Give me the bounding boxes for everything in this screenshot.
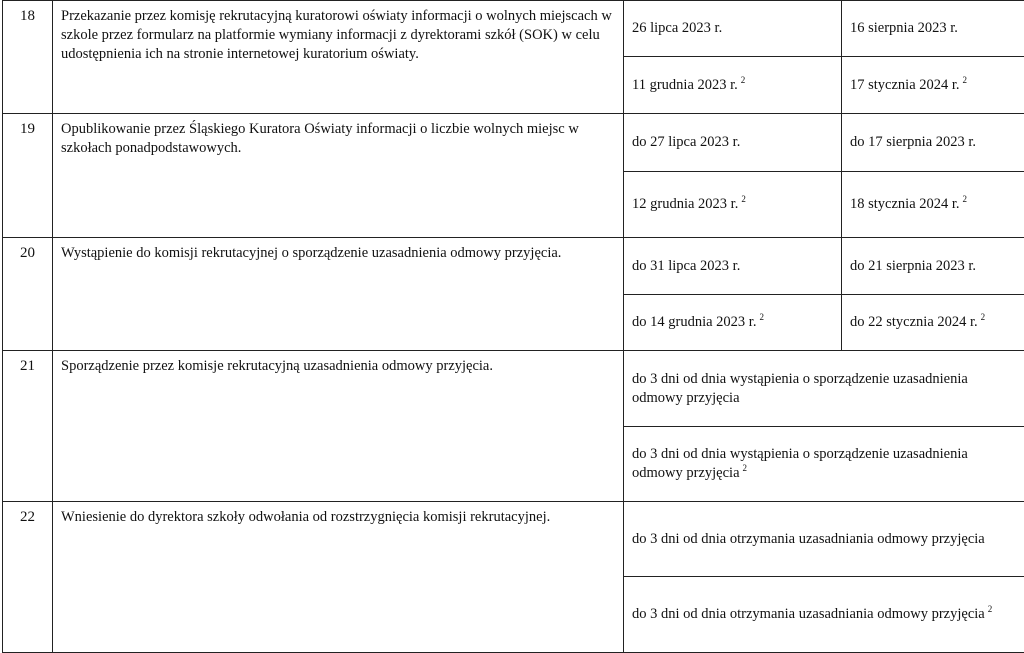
table-row (3, 114, 1024, 172)
footnote-mark: 2 (743, 463, 748, 473)
footnote-mark: 2 (963, 194, 968, 204)
row-number: 18 (3, 1, 53, 114)
row-number: 21 (3, 351, 53, 502)
footnote-mark: 2 (741, 194, 746, 204)
row-description: Opublikowanie przez Śląskiego Kuratora Oświaty informacji o liczbie wolnych miejsc w szkołach ponadpodstawowych. (53, 114, 624, 238)
footnote-mark: 2 (981, 312, 986, 322)
date-cell: 12 grudnia 2023 r. $^2$ (624, 172, 842, 238)
footnote-mark: 2 (963, 75, 968, 85)
row-number: 20 (3, 238, 53, 351)
table-row (3, 502, 1024, 577)
date-cell: 17 stycznia 2024 r. $^2$ (842, 57, 1024, 114)
date-cell: 11 grudnia 2023 r. $^2$ (624, 57, 842, 114)
date-cell: do 14 grudnia 2023 r. $^2$ (624, 295, 842, 351)
date-cell: do 21 sierpnia 2023 r. (842, 238, 1024, 295)
deadline-cell: do 3 dni od dnia otrzymania uzasadniania odmowy przyjęcia (624, 502, 1024, 577)
row-description: Wniesienie do dyrektora szkoły odwołania od rozstrzygnięcia komisji rekrutacyjnej. (53, 502, 624, 653)
deadline-cell: do 3 dni od dnia wystąpienia o sporządzenie uzasadnienia odmowy przyjęcia (624, 351, 1024, 427)
schedule-table (2, 0, 1024, 653)
table-row (3, 238, 1024, 295)
table-row (3, 351, 1024, 427)
row-description: Przekazanie przez komisję rekrutacyjną kuratorowi oświaty informacji o wolnych miejscach w szkole przez formularz na platformie wymiany informacji z dyrektorami szkół (SOK) w celu udostępnienia ich na stronie internetowej kuratorium oświaty. (53, 1, 624, 114)
date-cell: do 17 sierpnia 2023 r. (842, 114, 1024, 172)
row-number: 22 (3, 502, 53, 653)
footnote-mark: 2 (759, 312, 764, 322)
date-cell: 16 sierpnia 2023 r. (842, 1, 1024, 57)
date-cell: do 27 lipca 2023 r. (624, 114, 842, 172)
row-description: Wystąpienie do komisji rekrutacyjnej o sporządzenie uzasadnienia odmowy przyjęcia. (53, 238, 624, 351)
deadline-cell: do 3 dni od dnia otrzymania uzasadniania odmowy przyjęcia $^2$ (624, 577, 1024, 653)
footnote-mark: 2 (988, 604, 993, 614)
footnote-mark: 2 (741, 75, 746, 85)
date-cell: 18 stycznia 2024 r. $^2$ (842, 172, 1024, 238)
table-row (3, 1, 1024, 57)
date-cell: 26 lipca 2023 r. (624, 1, 842, 57)
date-cell: do 22 stycznia 2024 r. $^2$ (842, 295, 1024, 351)
row-number: 19 (3, 114, 53, 238)
row-description: Sporządzenie przez komisje rekrutacyjną uzasadnienia odmowy przyjęcia. (53, 351, 624, 502)
deadline-cell: do 3 dni od dnia wystąpienia o sporządzenie uzasadnienia odmowy przyjęcia $^2$ (624, 427, 1024, 502)
date-cell: do 31 lipca 2023 r. (624, 238, 842, 295)
